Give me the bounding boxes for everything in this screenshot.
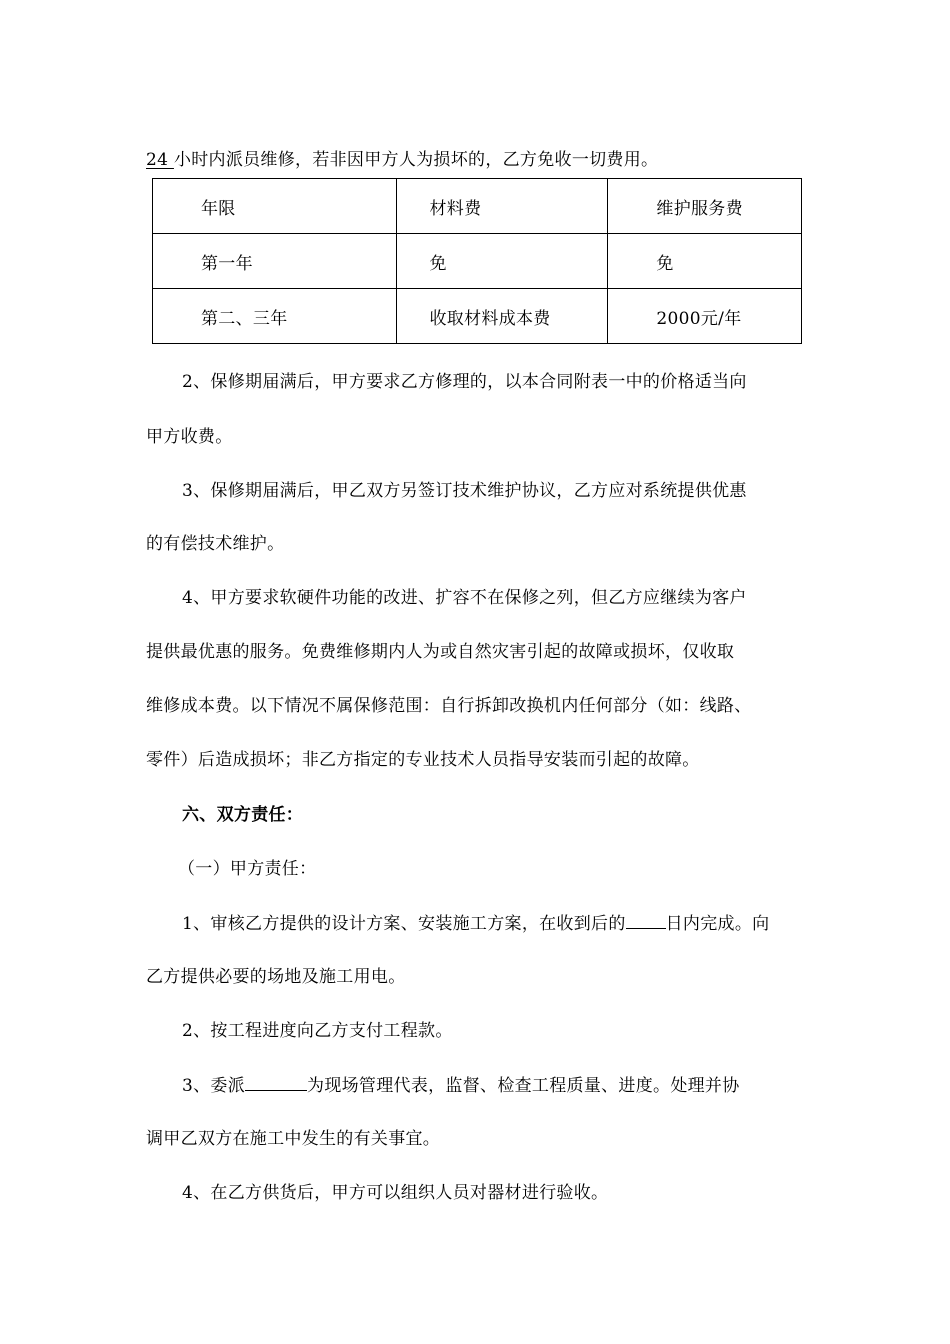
- table-cell: 2000元/年: [608, 289, 802, 344]
- item-3-text-a: 3、委派: [182, 1076, 246, 1096]
- table-cell: 收取材料成本费: [396, 289, 608, 344]
- table-cell: 免: [608, 234, 802, 289]
- paragraph-2-line-1: 2、保修期届满后，甲方要求乙方修理的，以本合同附表一中的价格适当向: [182, 372, 747, 392]
- table-cell: 第一年: [153, 234, 397, 289]
- header-cell-service: 维护服务费: [608, 179, 802, 234]
- item-4: 4、在乙方供货后，甲方可以组织人员对器材进行验收。: [182, 1183, 609, 1203]
- paragraph-3-line-2: 的有偿技术维护。: [146, 534, 285, 554]
- table-header-row: [153, 179, 802, 234]
- paragraph-4-line-4: 零件）后造成损坏；非乙方指定的专业技术人员指导安装而引起的故障。: [146, 750, 700, 770]
- section-6-title: 六、双方责任：: [182, 805, 304, 825]
- days-blank: [626, 911, 666, 929]
- paragraph-2-line-2: 甲方收费。: [146, 427, 233, 447]
- item-1-line-1: [182, 911, 769, 936]
- table-row: [153, 289, 802, 344]
- header-cell-year: 年限: [153, 179, 397, 234]
- table-cell: 免: [396, 234, 608, 289]
- paragraph-4-line-2: 提供最优惠的服务。免费维修期内人为或自然灾害引起的故障或损坏，仅收取: [146, 642, 735, 662]
- fee-table: [152, 178, 802, 344]
- paragraph-4-line-1: 4、甲方要求软硬件功能的改进、扩容不在保修之列，但乙方应继续为客户: [182, 588, 747, 608]
- intro-line: [146, 148, 658, 172]
- paragraph-3-line-1: 3、保修期届满后，甲乙双方另签订技术维护协议，乙方应对系统提供优惠: [182, 481, 747, 501]
- item-3-text-b: 为现场管理代表，监督、检查工程质量、进度。处理并协: [307, 1076, 740, 1096]
- item-3-line-1: [182, 1073, 740, 1098]
- item-2: 2、按工程进度向乙方支付工程款。: [182, 1021, 453, 1041]
- table-row: [153, 234, 802, 289]
- item-3-line-2: 调甲乙双方在施工中发生的有关事宜。: [146, 1129, 441, 1149]
- item-1-text-b: 日内完成。向: [665, 914, 770, 934]
- item-1-line-2: 乙方提供必要的场地及施工用电。: [146, 967, 406, 987]
- hours-value: 24: [146, 150, 174, 170]
- representative-blank: [245, 1073, 307, 1091]
- intro-text: 小时内派员维修，若非因甲方人为损坏的，乙方免收一切费用。: [173, 150, 659, 170]
- header-cell-material: 材料费: [396, 179, 608, 234]
- item-1-text-a: 1、审核乙方提供的设计方案、安装施工方案，在收到后的: [182, 914, 626, 934]
- section-6-subtitle-1: （一）甲方责任：: [178, 859, 317, 879]
- paragraph-4-line-3: 维修成本费。以下情况不属保修范围：自行拆卸改换机内任何部分（如：线路、: [146, 696, 752, 716]
- table-cell: 第二、三年: [153, 289, 397, 344]
